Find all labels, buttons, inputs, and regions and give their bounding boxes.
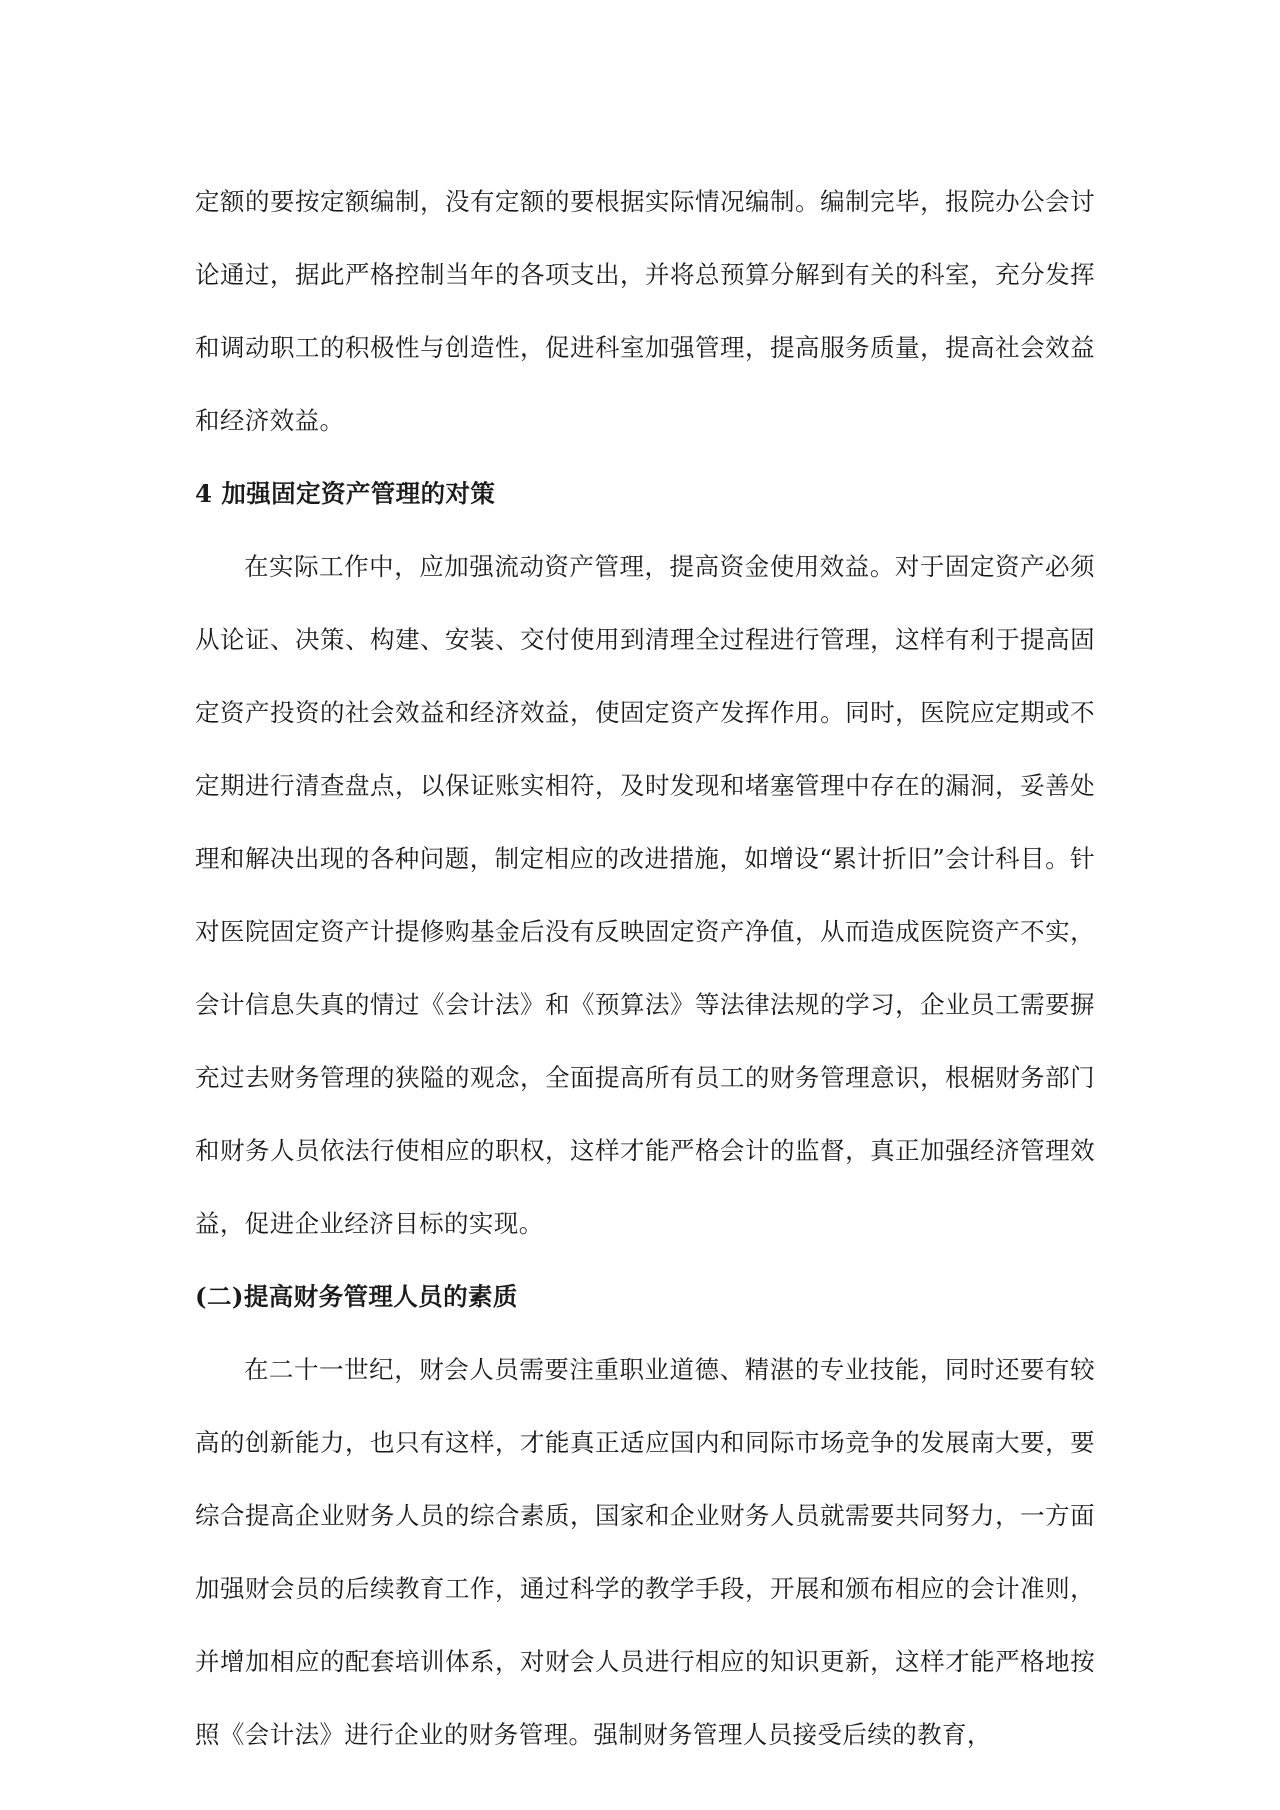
paragraph-budget-control: 定额的要按定额编制，没有定额的要根据实际情况编制。编制完毕，报院办公会讨论通过，据此严格控制当年的各项支出，并将总预算分解到有关的科室，充分发挥和调动职工的积极性与创造性，促进科室加强管理，提高服务质量，提高社会效益和经济效益。 xyxy=(195,187,1095,435)
section-heading-fixed-assets: 4 加强固定资产管理的对策 xyxy=(195,479,496,508)
document-body xyxy=(195,165,1095,1771)
paragraph-fixed-assets: 在实际工作中，应加强流动资产管理，提高资金使用效益。对于固定资产必须从论证、决策、构建、安装、交付使用到清理全过程进行管理，这样有利于提高固定资产投资的社会效益和经济效益，使固定资产发挥作用。同时，医院应定期或不定期进行清查盘点，以保证账实相符，及时发现和堵塞管理中存在的漏洞，妥善处理和解决出现的各种问题，制定相应的改进措施，如增设“累计折旧”会计科目。针对医院固定资产计提修购基金后没有反映固定资产净值，从而造成医院资产不实，会计信息失真的情过《会计法》和《预算法》等法律法规的学习，企业员工需要摒充过去财务管理的狭隘的观念，全面提高所有员工的财务管理意识，根椐财务部门和财务人员依法行使相应的职权，这样才能严格会计的监督，真正加强经济管理效益，促进企业经济目标的实现。 xyxy=(195,552,1095,1238)
paragraph-staff-quality: 在二十一世纪，财会人员需要注重职业道德、精湛的专业技能，同时还要有较高的创新能力，也只有这样，才能真正适应国内和同际市场竞争的发展南大要，要综合提高企业财务人员的综合素质，国家和企业财务人员就需要共同努力，一方面加强财会员的后续教育工作，通过科学的教学手段，开展和颁布相应的会计准则，并增加相应的配套培训体系，对财会人员进行相应的知识更新，这样才能严格地按照《会计法》进行企业的财务管理。强制财务管理人员接受后续的教育， xyxy=(195,1355,1095,1749)
section-heading-staff-quality: (二)提高财务管理人员的素质 xyxy=(195,1282,518,1311)
